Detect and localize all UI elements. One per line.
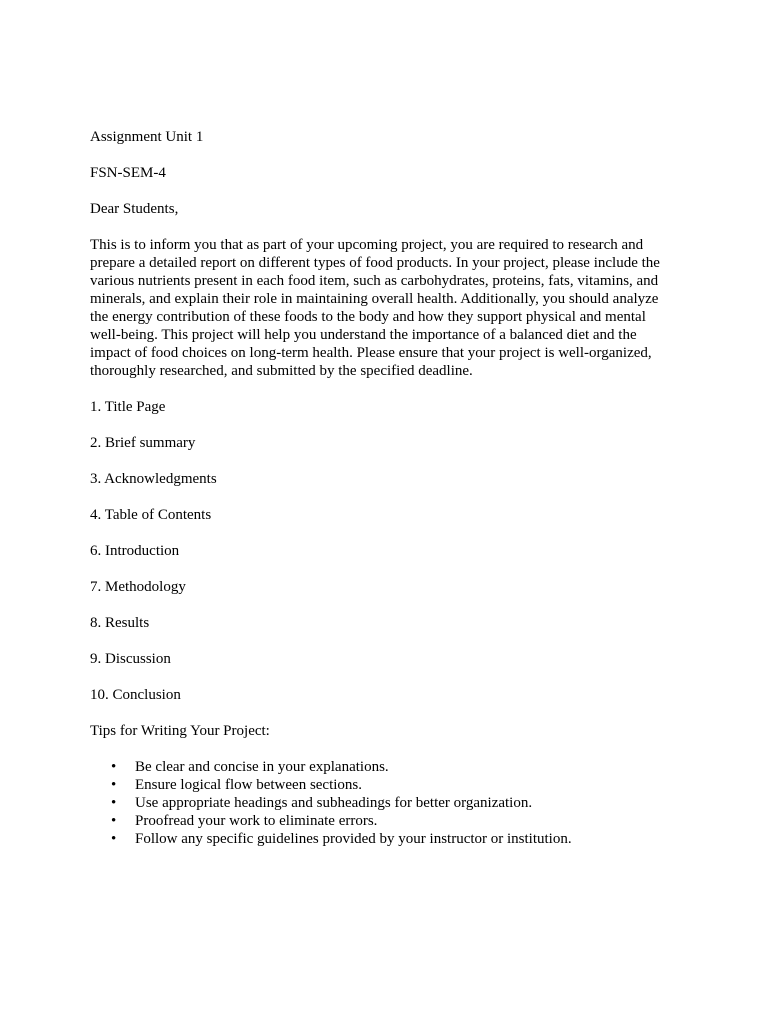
section-item: 1. Title Page — [90, 399, 166, 415]
section-item: 4. Table of Contents — [90, 507, 212, 523]
bullet-icon: • — [111, 759, 117, 775]
body-paragraph: This is to inform you that as part of your upcoming project, you are required to research and prepare a detailed report on different types of food products. In your project, please include the various nutrients present in each food item, such as carbohydrates, proteins, fats, vitamins, and minerals, and explain their role in maintaining overall health. Additionally, you should analyze the energy contribution of these foods to the body and how they support physical and mental well-being. This project will help you understand the importance of a balanced diet and the impact of food choices on long-term health. Please ensure that your project is well-organized, thoroughly researched, and submitted by the specified deadline. — [90, 237, 660, 379]
document-heading: Assignment Unit 1 — [90, 129, 204, 145]
section-item: 10. Conclusion — [90, 687, 181, 703]
course-code: FSN-SEM-4 — [90, 165, 166, 181]
tip-text: Use appropriate headings and subheadings for better organization. — [135, 795, 533, 811]
bullet-icon: • — [111, 813, 117, 829]
bullet-icon: • — [111, 795, 117, 811]
tip-text: Proofread your work to eliminate errors. — [135, 813, 378, 829]
bullet-icon: • — [111, 777, 117, 793]
tips-heading: Tips for Writing Your Project: — [90, 723, 270, 739]
bullet-icon: • — [111, 831, 117, 847]
section-item: 9. Discussion — [90, 651, 171, 667]
section-item: 7. Methodology — [90, 579, 186, 595]
tip-item — [90, 830, 670, 848]
document-page — [90, 128, 670, 848]
tips-list — [90, 758, 670, 848]
salutation: Dear Students, — [90, 201, 179, 217]
tip-text: Be clear and concise in your explanations. — [135, 759, 389, 775]
tip-text: Follow any specific guidelines provided by your instructor or institution. — [135, 831, 572, 847]
section-item: 2. Brief summary — [90, 435, 196, 451]
section-item: 6. Introduction — [90, 543, 180, 559]
tip-item — [90, 794, 670, 812]
section-item: 8. Results — [90, 615, 150, 631]
section-item: 3. Acknowledgments — [90, 471, 217, 487]
tip-text: Ensure logical flow between sections. — [135, 777, 363, 793]
tip-item — [90, 776, 670, 794]
tip-item — [90, 812, 670, 830]
section-list — [90, 398, 670, 704]
tip-item — [90, 758, 670, 776]
